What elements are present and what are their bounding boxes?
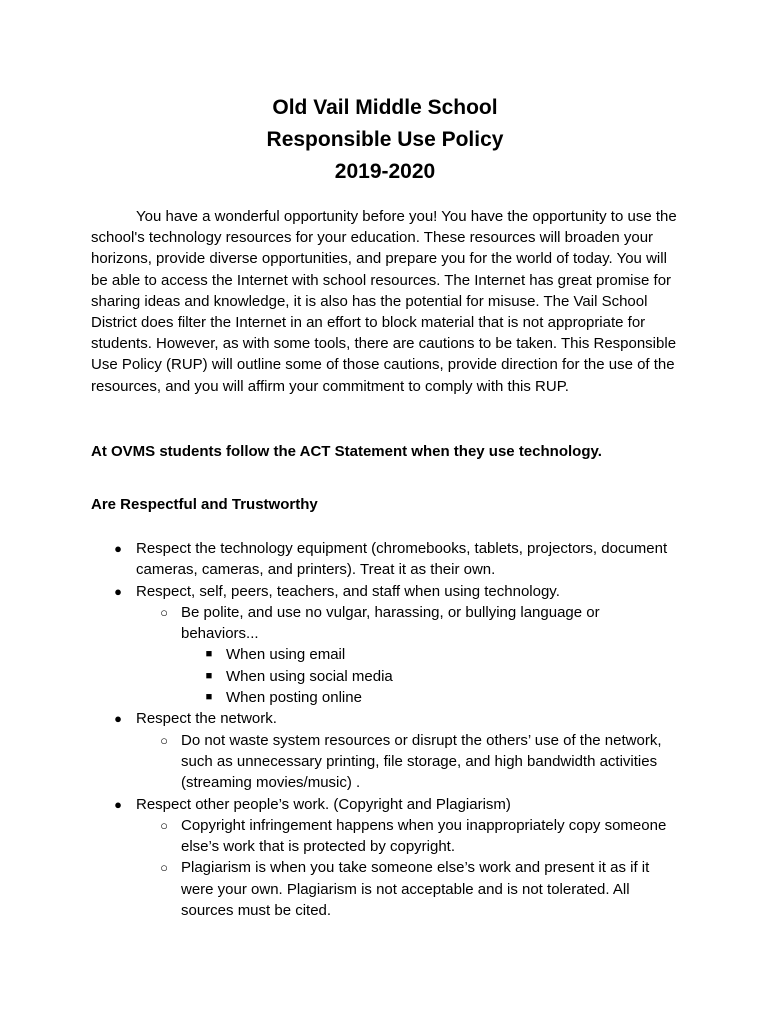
list-item-text: When using social media [226,667,393,685]
list-item [136,815,680,858]
list-item [136,730,680,794]
title-school-name: Old Vail Middle School [272,96,498,119]
list-item-text: Respect, self, peers, teachers, and staff when using technology. [136,582,560,600]
list-item [181,687,680,708]
square-bullet-icon: ■ [205,648,213,661]
list-item-text: When posting online [226,689,362,707]
list-item [136,857,680,921]
hollow-bullet-icon: ○ [160,604,168,620]
bullet-list-level3 [181,644,680,708]
square-bullet-icon: ■ [205,669,213,682]
list-item [0,794,770,922]
bullet-icon: ● [114,541,122,556]
list-item-text: Do not waste system resources or disrupt the others’ use of the network, such as unnecessary printing, file storage, and high bandwidth activities (streaming movies/music) . [181,731,662,792]
bullet-list [0,538,770,921]
bullet-list-level2 [136,815,680,921]
hollow-bullet-icon: ○ [160,732,168,748]
bullet-list-level2 [136,730,680,794]
bullet-list-level2 [136,602,680,708]
list-item [136,602,680,708]
hollow-bullet-icon: ○ [160,817,168,833]
list-item-text: Respect other people’s work. (Copyright and Plagiarism) [136,795,511,813]
list-item [0,581,770,709]
list-item [181,666,680,687]
list-item [0,708,770,793]
list-item-text: Be polite, and use no vulgar, harassing, or bullying language or behaviors... [181,603,600,643]
bullet-list-level1 [0,538,770,921]
bullet-icon: ● [114,796,122,812]
hollow-bullet-icon: ○ [160,860,168,876]
bullet-icon: ● [114,583,122,599]
list-item-text: Respect the network. [136,710,277,728]
list-item-text: Copyright infringement happens when you inappropriately copy someone else’s work that is protected by copyright. [181,816,667,856]
act-statement: At OVMS students follow the ACT Statement when they use technology. [91,443,602,460]
list-item-text: Respect the technology equipment (chromebooks, tablets, projectors, document cameras, cameras, and printers). Treat it as their own. [136,540,668,579]
list-item-text: When using email [226,646,346,664]
list-item-text: Plagiarism is when you take someone else’s work and present it as if it were your own. Plagiarism is not acceptable and is not tolerated. All sources must be cited. [181,859,650,920]
document-title [0,92,770,188]
intro-paragraph: You have a wonderful opportunity before you! You have the opportunity to use the school's technology resources for your education. These resources will broaden your horizons, provide diverse opportunities, and prepare you for the world of today. You will be able to access the Internet with school resources. The Internet has great promise for sharing ideas and knowledge, it is also has the potential for misuse. The Vail School District does filter the Internet in an effort to block material that is not appropriate for students. However, as with some tools, there are cautions to be taken. This Responsible Use Policy (RUP) will outline some of those cautions, provide direction for the use of the resources, and you will affirm your commitment to comply with this RUP. [91,208,677,395]
section-heading-respectful: Are Respectful and Trustworthy [91,496,318,513]
bullet-icon: ● [114,711,122,727]
title-school-year: 2019-2020 [334,160,436,183]
square-bullet-icon: ■ [205,691,213,704]
list-item [181,644,680,665]
list-item [0,538,770,581]
title-policy-name: Responsible Use Policy [266,128,504,151]
